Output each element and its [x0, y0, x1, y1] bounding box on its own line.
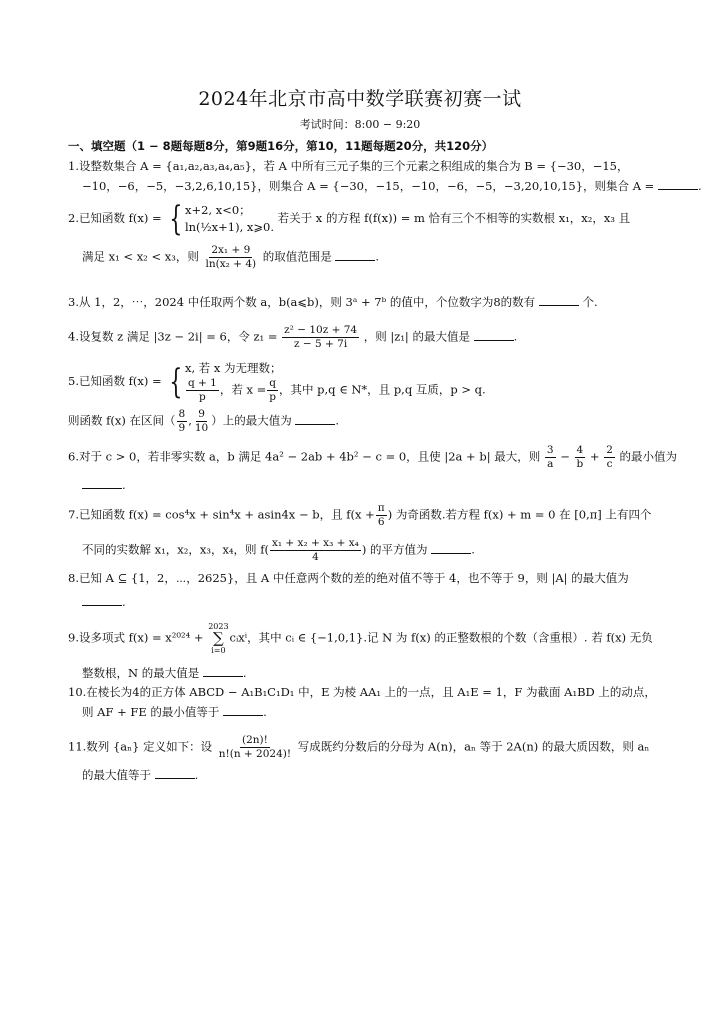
fraction: $\frac{8}{9}$ [178, 408, 186, 434]
answer-blank[interactable] [335, 248, 375, 261]
fraction: $\frac{3}{a}$ [546, 444, 554, 470]
question-5: 5.已知函数 f(x) = { x, 若 x 为无理数； $\frac{q + 1}{p}$ ，若 x = $\frac{q}{p}$ ，其中 p,q ∈ N*，且 p,q 互质，p > q. 则函数 f(x) 在区间（ $\frac{8}{9}$ , $\frac{9}{10}$ ）上的最大值为 . [68, 361, 486, 434]
answer-blank[interactable] [155, 766, 195, 779]
question-1: 1.设整数集合 A = {a₁,a₂,a₃,a₄,a₅}，若 A 中所有三元子集的三个元素之积组成的集合为 B = {−30，−15， −10，−6，−5，−3,2,6,10,15}，则集合 A = {−30，−15，−10，−6，−5，−3,20,10,15}，则集合 A = . [68, 159, 702, 193]
fraction: $\frac{\text{z² − 10z + 74}}{z - 5 + 7i}$ [284, 324, 358, 350]
summation: 2023 ∑ i=0 [208, 622, 229, 655]
left-brace: { [169, 362, 183, 402]
left-brace: { [169, 199, 183, 239]
exam-time: 考试时间：8:00 − 9:20 [299, 118, 421, 131]
question-8: 8.已知 A ⊆ {1，2，⋯，2625}，且 A 中任意两个数的差的绝对值不等于 4，也不等于 9，则 |A| 的最大值为 . [68, 571, 629, 609]
fraction: $\frac{q + 1}{p}$ [187, 377, 217, 403]
fraction: $\frac{\text{x₁ + x₂ + x₃ + x₄}}{4}$ [271, 537, 359, 563]
answer-blank[interactable] [474, 328, 514, 341]
page-title: 2024年北京市高中数学联赛初赛一试 [198, 88, 522, 110]
fraction: $\frac{q}{p}$ [269, 377, 276, 403]
answer-blank[interactable] [539, 293, 579, 306]
piecewise-cases: x, 若 x 为无理数； $\frac{q + 1}{p}$ ，若 x = $\frac{q}{p}$ ，其中 p,q ∈ N*，且 p,q 互质，p > q. [184, 361, 486, 403]
answer-blank[interactable] [431, 541, 471, 554]
fraction: $\frac{\text{2x₁ + 9}}{\text{ln(x₂ + 4)}}$ [205, 244, 257, 270]
fraction: $\frac{(2n)!}{n!(n + 2024)!}$ [218, 734, 292, 760]
answer-blank[interactable] [658, 177, 698, 190]
question-7: 7.已知函数 f(x) = cos⁴x + sin⁴x + asin4x − b，且 f(x + $\frac{\pi}{6}$ ) 为奇函数.若方程 f(x) + m = 0 在 [0,π] 上有四个 不同的实数解 x₁，x₂，x₃，x₄，则 f( $\frac{\text{x₁ + x₂ + x₃ + x₄}}{4}$ ) 的平方值为 . [68, 502, 652, 563]
question-3: 3.从 1，2，⋯，2024 中任取两个数 a，b(a⩽b)，则 3ᵃ + 7ᵇ 的值中，个位数字为8的数有 个. [68, 295, 598, 309]
question-9: 9.设多项式 f(x) = x²⁰²⁴ + 2023 ∑ i=0 cᵢxⁱ，其中 cᵢ ∈ {−1,0,1}.记 N 为 f(x) 的正整数根的个数（含重根）. 若 f(x) 无负 整数根，N 的最大值是 . [68, 622, 653, 680]
question-4: 4.设复数 z 满足 |3z − 2i| = 6，令 z₁ = $\frac{\text{z² − 10z + 74}}{z - 5 + 7i}$ ，则 |z₁| 的最大值是 . [68, 324, 518, 350]
answer-blank[interactable] [295, 412, 335, 425]
fraction: $\frac{2}{c}$ [606, 444, 613, 470]
question-10: 10.在棱长为4的正方体 ABCD − A₁B₁C₁D₁ 中，E 为棱 AA₁ 上的一点，且 A₁E = 1，F 为截面 A₁BD 上的动点， 则 AF + FE 的最小值等于 . [68, 685, 656, 719]
question-6: 6.对于 c > 0，若非零实数 a，b 满足 4a² − 2ab + 4b² − c = 0，且使 |2a + b| 最大，则 $\frac{3}{a}$ − $\frac{4}{b}$ + $\frac{2}{c}$ 的最小值为 . [68, 444, 678, 492]
answer-blank[interactable] [82, 476, 122, 489]
fraction: $\frac{9}{10}$ [194, 408, 209, 434]
fraction: $\frac{\pi}{6}$ [377, 502, 385, 528]
answer-blank[interactable] [203, 664, 243, 677]
question-11: 11.数列 {aₙ} 定义如下：设 $\frac{(2n)!}{n!(n + 2024)!}$ 写成既约分数后的分母为 A(n)，aₙ 等于 2A(n) 的最大质因数，则 aₙ 的最大值等于 . [68, 734, 650, 782]
section-heading: 一、填空题（1 − 8题每题8分，第9题16分，第10，11题每题20分，共120分） [68, 139, 494, 153]
answer-blank[interactable] [223, 703, 263, 716]
question-2: 2.已知函数 f(x) = { x+2, x<0； ln(½x+1), x⩾0. 若关于 x 的方程 f(f(x)) = m 恰有三个不相等的实数根 x₁，x₂，x₃ 且 满足 x₁ < x₂ < x₃，则 $\frac{\text{2x₁ + 9}}{\text{ln(x₂ + 4)}}$ 的取值范围是 . [68, 199, 631, 270]
fraction: $\frac{4}{b}$ [576, 444, 584, 470]
piecewise-cases: x+2, x<0； ln(½x+1), x⩾0. [184, 203, 274, 234]
answer-blank[interactable] [82, 593, 122, 606]
